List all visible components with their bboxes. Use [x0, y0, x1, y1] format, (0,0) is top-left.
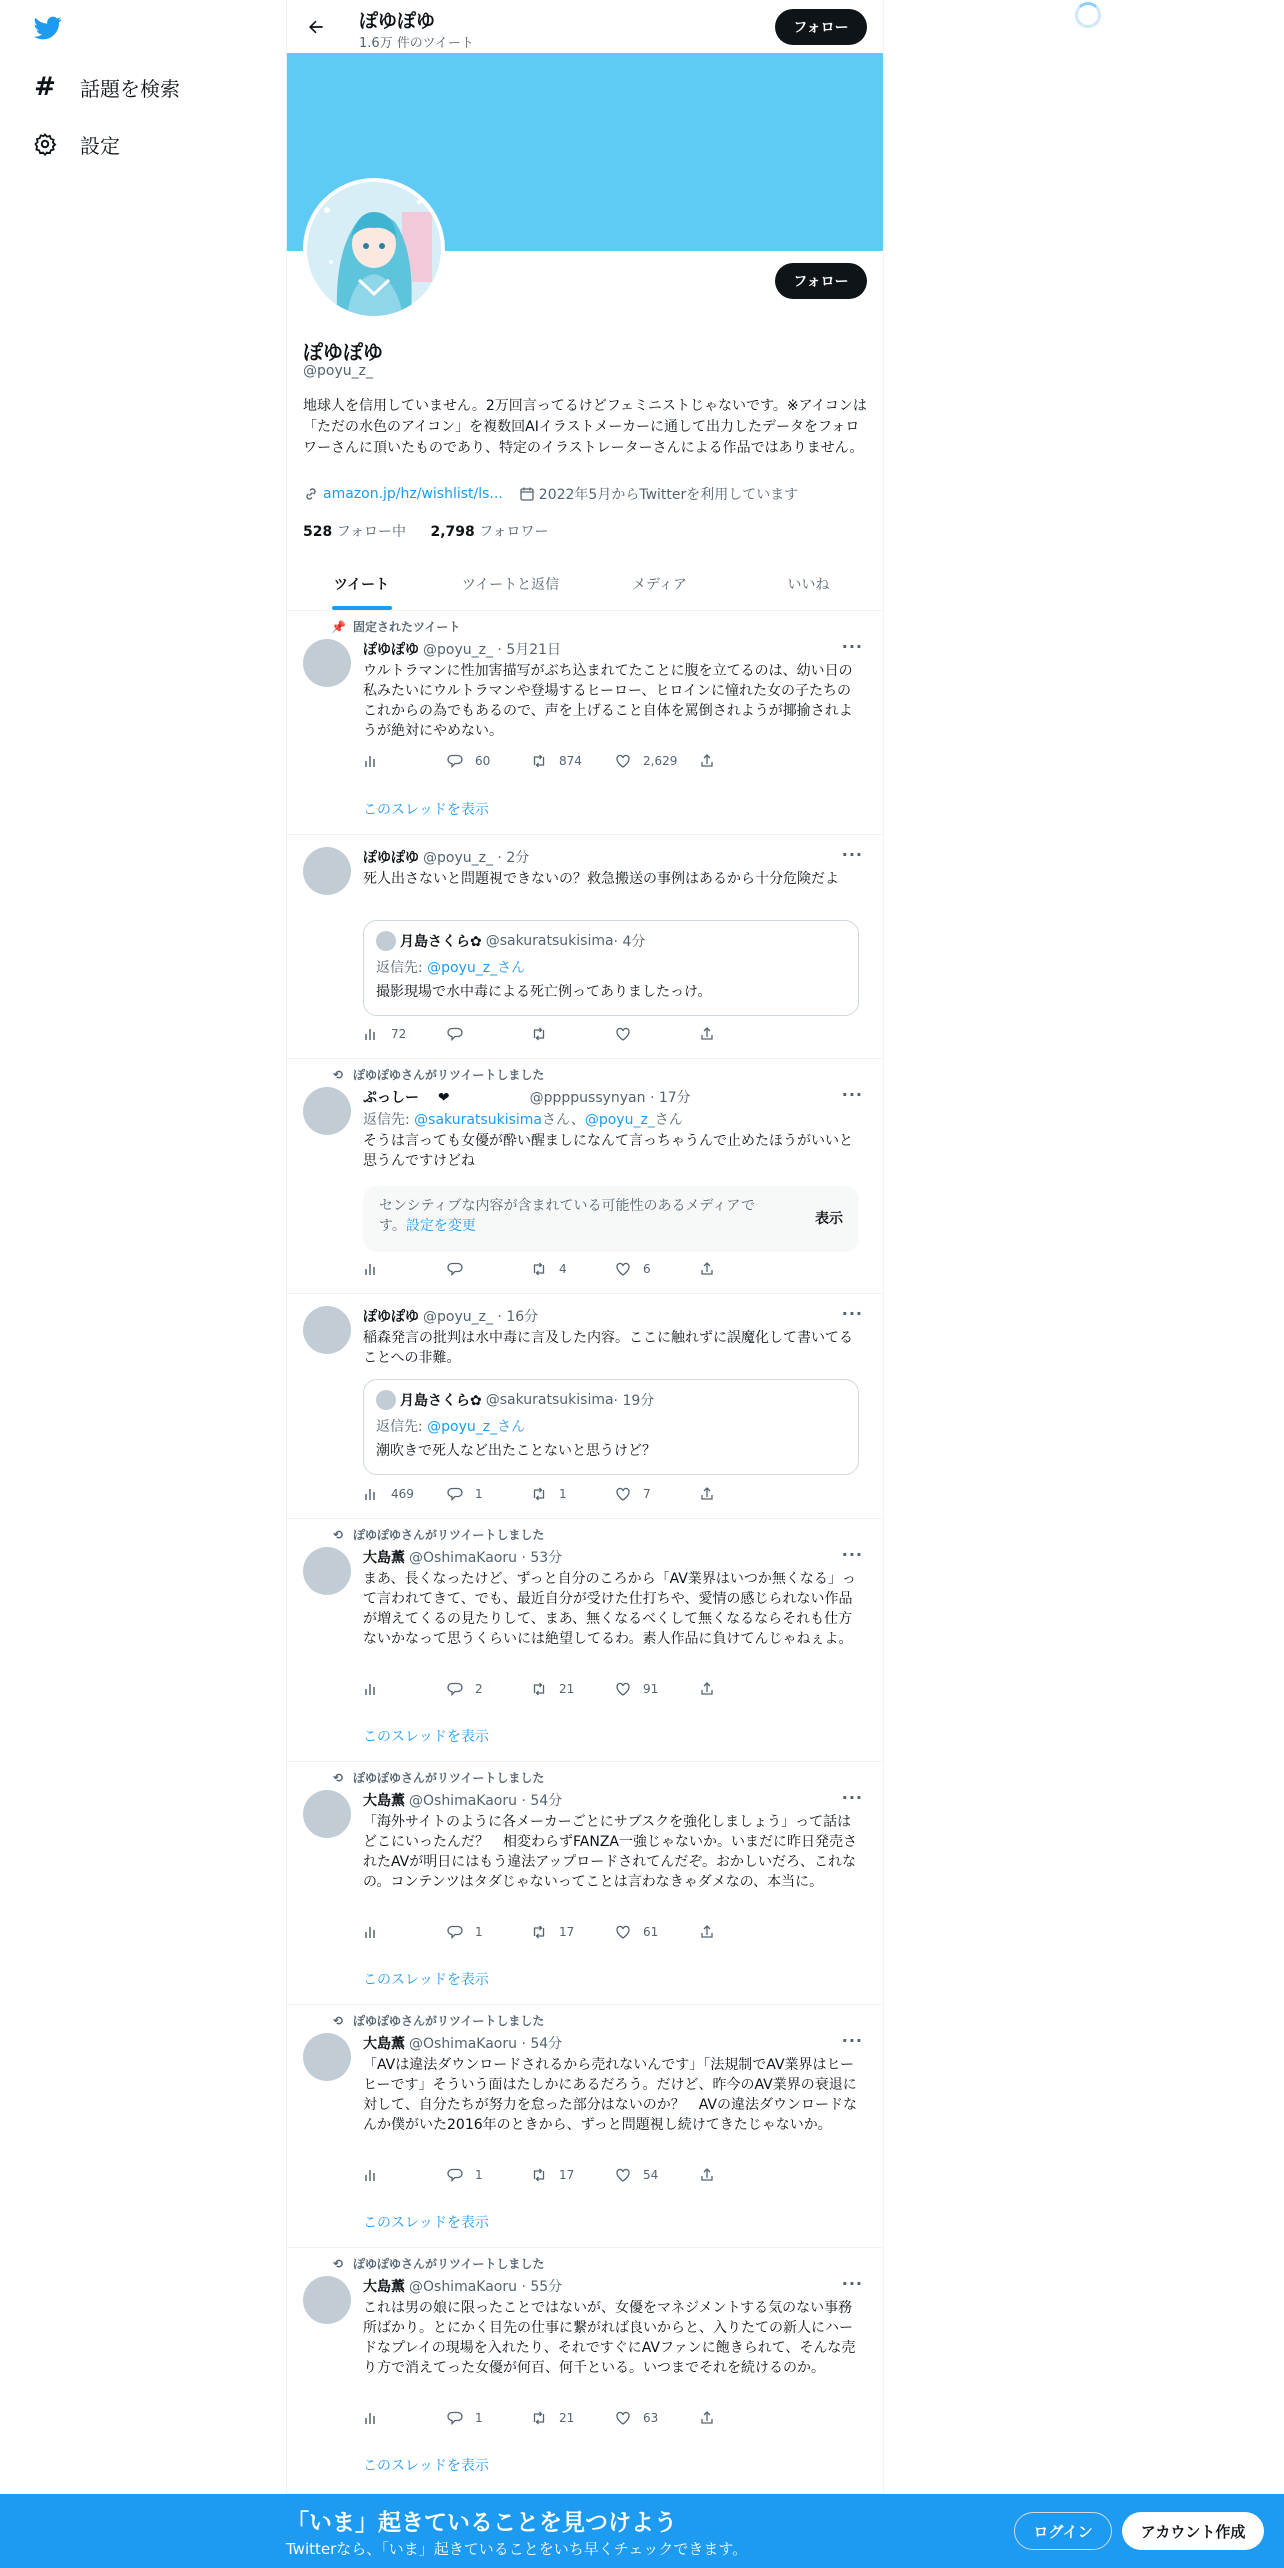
retweeted-label: ぽゆぽゆさんがリツイートしました [353, 2014, 545, 2028]
quote-header [376, 931, 645, 951]
tweet-time[interactable]: · 54分 [521, 1793, 563, 1809]
tweet-item[interactable] [287, 1059, 883, 1294]
tweet-author-name[interactable]: 大島薫 [363, 1550, 405, 1566]
quote-text: 撮影現場で水中毒による死亡例ってありましたっけ。 [376, 984, 712, 1000]
retweet-icon [531, 1486, 547, 1502]
retweet-icon [531, 753, 547, 769]
heart-icon [615, 1681, 631, 1697]
quote-author-handle: @sakuratsukisima [485, 1392, 614, 1408]
heart-icon [615, 2410, 631, 2426]
tweet-actions [363, 2167, 783, 2183]
tab-tweets-replies[interactable]: ツイートと返信 [461, 577, 560, 593]
pinned-label: 固定されたツイート [353, 620, 461, 634]
analytics-icon [363, 2410, 379, 2426]
reply-suffix: さん [654, 1112, 683, 1128]
profile-tabs [287, 558, 883, 611]
reply-to-handle: @poyu_z_さん [427, 1419, 526, 1435]
tweet-actions [363, 1261, 783, 1277]
tweet-author-name[interactable]: 大島薫 [363, 1793, 405, 1809]
share-action[interactable] [699, 2167, 783, 2183]
tweet-author-handle[interactable]: @OshimaKaoru [409, 1793, 518, 1809]
quote-author-handle: @sakuratsukisima [485, 933, 614, 949]
more-icon[interactable]: ··· [841, 2031, 863, 2050]
gear-icon [32, 131, 58, 157]
reply-count: 1 [475, 1925, 483, 1939]
like-count: 7 [643, 1487, 651, 1501]
retweet-action[interactable] [531, 1681, 615, 1697]
tweet-text: そうは言っても女優が酔い醒ましになんて言っちゃうんで止めたほうがいいと思うんですけどね [363, 1133, 853, 1169]
tweet-author-handle[interactable]: @poyu_z_ [423, 642, 493, 658]
followers-count: 2,798 [430, 524, 475, 540]
more-icon[interactable]: ··· [841, 1304, 863, 1323]
like-count: 63 [643, 2411, 659, 2425]
share-action[interactable] [699, 1026, 783, 1042]
tweet-time[interactable]: · 17分 [649, 1090, 691, 1106]
quote-tweet[interactable] [363, 920, 859, 1016]
quote-avatar [376, 1390, 396, 1410]
reply-icon [447, 1681, 463, 1697]
tweet-author-name[interactable]: ぽゆぽゆ [363, 642, 419, 658]
tweet-text: 「AVは違法ダウンロードされるから売れないんです」「法規制でAV業界はヒーヒーです」そういう面はたしかにあるだろう。だけど、昨今のAV業界の衰退に対して、自分たちが努力を怠った部分はないのか？ AVの違法ダウンロードなんか僕がいた2016年のときから、ずっと問題視し続けてきたじゃないか。 [363, 2057, 857, 2133]
show-thread-link[interactable]: このスレッドを表示 [363, 1972, 489, 1988]
heart-icon [615, 1486, 631, 1502]
tweet-author-handle[interactable]: @poyu_z_ [423, 850, 493, 866]
tweet-time[interactable]: · 2分 [497, 850, 530, 866]
share-action[interactable] [699, 1486, 783, 1502]
tweet-time[interactable]: · 16分 [497, 1309, 539, 1325]
tweet-context [331, 2255, 544, 2272]
more-icon[interactable]: ··· [841, 1085, 863, 1104]
views-action[interactable] [363, 753, 447, 769]
tweet-author-handle[interactable]: @OshimaKaoru [409, 1550, 518, 1566]
quote-time: · 4分 [613, 934, 646, 950]
reply-action[interactable] [447, 1486, 531, 1502]
retweet-action[interactable] [531, 1924, 615, 1940]
tab-media[interactable]: メディア [632, 577, 687, 593]
following-label: フォロー中 [336, 524, 406, 540]
retweet-count: 17 [559, 1925, 575, 1939]
views-action[interactable] [363, 1486, 447, 1502]
tweet-context [331, 2012, 544, 2029]
tweet-author-name[interactable]: 大島薫 [363, 2036, 405, 2052]
follow-button-header[interactable]: フォロー [775, 9, 867, 45]
retweeted-label: ぽゆぽゆさんがリツイートしました [353, 2257, 545, 2271]
reply-action[interactable] [447, 2167, 531, 2183]
heart-icon [615, 2167, 631, 2183]
retweet-count: 4 [559, 1262, 567, 1276]
more-icon[interactable]: ··· [841, 1545, 863, 1564]
tweet-context [331, 618, 460, 635]
like-action[interactable] [615, 1924, 699, 1940]
tweet-actions [363, 1924, 783, 1940]
retweet-icon [531, 1681, 547, 1697]
avatar[interactable] [303, 1087, 351, 1135]
like-count: 54 [643, 2168, 659, 2182]
reply-action[interactable] [447, 2410, 531, 2426]
show-thread-link[interactable]: このスレッドを表示 [363, 2458, 489, 2474]
change-settings-link[interactable]: 設定を変更 [405, 1218, 476, 1234]
avatar[interactable] [303, 2033, 351, 2081]
following-link[interactable] [303, 524, 406, 540]
retweet-count: 1 [559, 1487, 567, 1501]
link-icon [303, 486, 319, 502]
nav-explore[interactable] [32, 67, 180, 107]
reply-prefix: 返信先: [363, 1112, 415, 1128]
profile-avatar[interactable] [303, 178, 445, 320]
reply-count: 60 [475, 754, 491, 768]
share-icon [699, 1681, 715, 1697]
quote-author-name: 月島さくら✿ [400, 1393, 482, 1409]
analytics-icon [363, 2167, 379, 2183]
reply-icon [447, 753, 463, 769]
reply-icon [447, 1026, 463, 1042]
avatar-illustration [307, 182, 441, 316]
avatar[interactable] [303, 847, 351, 895]
hashtag-icon: # [34, 72, 56, 102]
like-count: 2,629 [643, 754, 678, 768]
reply-action[interactable] [447, 753, 531, 769]
tweet-text: ウルトラマンに性加害描写がぶち込まれてたことに腹を立てるのは、幼い日の私みたいにウルトラマンや登場するヒーロー、ヒロインに憧れた女の子たちのこれからの為でもあるので、声を上げること自体を罵倒されようが揶揄されようが絶対にやめない。 [363, 663, 853, 739]
reply-to [363, 1109, 683, 1129]
reply-count: 1 [475, 1487, 483, 1501]
like-action[interactable] [615, 753, 699, 769]
tweet-author-handle[interactable]: @OshimaKaoru [409, 2279, 518, 2295]
retweet-icon: ⟲ [332, 1527, 344, 1542]
share-action[interactable] [699, 1261, 783, 1277]
quote-time: · 19分 [613, 1393, 655, 1409]
nav-explore-label: 話題を検索 [80, 76, 180, 101]
retweeted-label: ぽゆぽゆさんがリツイートしました [353, 1771, 545, 1785]
views-action[interactable] [363, 1681, 447, 1697]
tweet-text: 「海外サイトのように各メーカーごとにサブスクを強化しましょう」って話はどこにいったんだ？ 相変わらずFANZA一強じゃないか。いまだに昨日発売されたAVが明日にはもう違法アップロードされてんだぞ。おかしいだろ、これなの。コンテンツはタダじゃないってことは言わなきゃダメなの、本当に。 [363, 1814, 857, 1890]
retweet-icon [531, 1261, 547, 1277]
reply-to-handle[interactable]: @poyu_z_ [584, 1112, 655, 1128]
show-thread-link[interactable]: このスレッドを表示 [363, 1729, 489, 1745]
quote-text: 潮吹きで死人など出たことないと思うけど？ [376, 1443, 656, 1459]
reply-prefix: 返信先: [376, 1419, 428, 1435]
followers-link[interactable] [430, 524, 548, 540]
tweet-actions [363, 2410, 783, 2426]
signup-banner [0, 2494, 1284, 2568]
tweet-author-name[interactable]: 大島薫 [363, 2279, 405, 2295]
share-icon [699, 1261, 715, 1277]
reply-prefix: 返信先: [376, 960, 428, 976]
retweet-count: 21 [559, 2411, 575, 2425]
signup-button[interactable]: アカウント作成 [1122, 2512, 1264, 2550]
more-icon[interactable]: ··· [841, 1788, 863, 1807]
retweet-action[interactable] [531, 1261, 615, 1277]
heart-icon [615, 753, 631, 769]
show-thread-link[interactable]: このスレッドを表示 [363, 802, 489, 818]
header-name: ぽゆぽゆ [359, 10, 436, 32]
show-thread-link[interactable]: このスレッドを表示 [363, 2215, 489, 2231]
tweet-text: まあ、長くなったけど、ずっと自分のころから「AV業界はいつか無くなる」って言われてきて、でも、最近自分が受けた仕打ちや、愛情の感じられない作品が増えてくるの見たりして、まあ、無くなるべくして無くなるならそれも仕方ないかなって思うくらいには絶望してるわ。素人作品に負けてんじゃねぇよ。 [363, 1571, 856, 1647]
reply-action[interactable] [447, 1681, 531, 1697]
profile-meta [303, 484, 798, 504]
twitter-bird-icon[interactable] [32, 14, 64, 42]
like-count: 91 [643, 1682, 659, 1696]
tweet-actions [363, 753, 783, 769]
tweet-header [363, 2033, 562, 2053]
profile-bio: 地球人を信用していません。2万回言ってるけどフェミニストじゃないです。※アイコンは「ただの水色のアイコン」を複数回AIイラストメーカーに通して出力したデータをフォロワーさんに頂いたものであり、特定のイラストレーターさんによる作品ではありません。 [303, 398, 867, 456]
tweet-header [363, 2276, 562, 2296]
retweet-icon: ⟲ [332, 2256, 344, 2271]
tweet-header [363, 1087, 691, 1107]
show-media-button[interactable]: 表示 [815, 1211, 843, 1227]
share-action[interactable] [699, 1681, 783, 1697]
reply-icon [447, 2167, 463, 2183]
like-action[interactable] [615, 1681, 699, 1697]
nav-settings[interactable] [32, 124, 120, 164]
tweet-item[interactable] [287, 611, 883, 835]
profile-follow-counts [303, 521, 549, 541]
avatar[interactable] [303, 1306, 351, 1354]
signup-banner-title: 「いま」起きていることを見つけよう [286, 2510, 677, 2536]
reply-icon [447, 1261, 463, 1277]
tweet-item[interactable] [287, 1294, 883, 1519]
profile-header-bar [287, 0, 883, 53]
tweet-actions [363, 1486, 783, 1502]
more-icon[interactable]: ··· [841, 2274, 863, 2293]
tweet-author-handle[interactable]: @OshimaKaoru [409, 2036, 518, 2052]
avatar[interactable] [303, 639, 351, 687]
share-action[interactable] [699, 1924, 783, 1940]
like-action[interactable] [615, 1261, 699, 1277]
retweet-icon [531, 2410, 547, 2426]
share-icon [699, 1026, 715, 1042]
reply-action[interactable] [447, 1261, 531, 1277]
like-count: 61 [643, 1925, 659, 1939]
quote-avatar [376, 931, 396, 951]
profile-handle: @poyu_z_ [303, 363, 373, 379]
share-icon [699, 2167, 715, 2183]
followers-label: フォロワー [479, 524, 549, 540]
reply-count: 1 [475, 2411, 483, 2425]
like-count: 6 [643, 1262, 651, 1276]
retweet-icon: ⟲ [332, 2013, 344, 2028]
sensitive-message: センシティブな内容が含まれている可能性のあるメディアです。 [379, 1198, 755, 1234]
tweet-actions [363, 1681, 783, 1697]
analytics-icon [363, 1026, 379, 1042]
tweet-item[interactable] [287, 2005, 883, 2248]
profile-joined: 2022年5月からTwitterを利用しています [538, 487, 799, 503]
share-icon [699, 2410, 715, 2426]
heart-icon [615, 1026, 631, 1042]
tweet-actions [363, 1026, 783, 1042]
analytics-icon [363, 1261, 379, 1277]
tweet-time[interactable]: · 5月21日 [497, 642, 562, 658]
profile-name: ぽゆぽゆ [303, 340, 383, 364]
tweet-author-name[interactable]: ぽゆぽゆ [363, 850, 419, 866]
quote-reply-to [376, 957, 525, 977]
retweeted-label: ぽゆぽゆさんがリツイートしました [353, 1068, 545, 1082]
nav-settings-label: 設定 [80, 133, 120, 158]
tweet-text: これは男の娘に限ったことではないが、女優をマネジメントする気のない事務所ばかり。とにかく目先の仕事に繋がれば良いからと、入りたての新人にハードなプレイの現場を入れたり、それですぐにAVファンに飽きられて、そんな売り方で消えてった女優が何百、何千といる。いつまでそれを続けるのか。 [363, 2300, 856, 2376]
retweet-icon [531, 2167, 547, 2183]
avatar[interactable] [303, 1547, 351, 1595]
views-count: 72 [391, 1027, 407, 1041]
retweet-action[interactable] [531, 2167, 615, 2183]
calendar-icon [519, 486, 535, 502]
views-action[interactable] [363, 2410, 447, 2426]
tweet-header [363, 1306, 538, 1326]
tweet-context [331, 1066, 544, 1083]
share-icon [699, 753, 715, 769]
share-action[interactable] [699, 2410, 783, 2426]
tweet-header [363, 847, 529, 867]
tweet-author-name[interactable]: ぷっしー ❤ [363, 1090, 450, 1106]
follow-button[interactable]: フォロー [775, 263, 867, 299]
quote-reply-to [376, 1416, 525, 1436]
quote-tweet[interactable] [363, 1379, 859, 1475]
views-action[interactable] [363, 1026, 447, 1042]
reply-to-handle: @poyu_z_さん [427, 960, 526, 976]
tweet-author-handle[interactable]: @ppppussynyan [529, 1090, 646, 1106]
tab-tweets[interactable]: ツイート [287, 558, 436, 610]
retweet-action[interactable] [531, 753, 615, 769]
share-action[interactable] [699, 753, 783, 769]
reply-icon [447, 1486, 463, 1502]
reply-to-handle[interactable]: @sakuratsukisima [414, 1112, 542, 1128]
retweet-action[interactable] [531, 1026, 615, 1042]
retweet-icon [531, 1924, 547, 1940]
tweet-text: 稲森発言の批判は水中毒に言及した内容。ここに触れずに誤魔化して書いてることへの非難。 [363, 1330, 853, 1366]
more-icon[interactable]: ··· [841, 845, 863, 864]
tweet-item[interactable] [287, 1519, 883, 1762]
reply-icon [447, 2410, 463, 2426]
tweet-author-name[interactable]: ぽゆぽゆ [363, 1309, 419, 1325]
sensitive-text [379, 1196, 779, 1236]
analytics-icon [363, 1681, 379, 1697]
tweet-item[interactable] [287, 2248, 883, 2494]
tweet-item[interactable] [287, 835, 883, 1059]
profile-link[interactable]: amazon.jp/hz/wishlist/ls... [323, 486, 503, 502]
sensitive-media-warning [363, 1186, 859, 1252]
like-action[interactable] [615, 2167, 699, 2183]
retweeted-label: ぽゆぽゆさんがリツイートしました [353, 1528, 545, 1542]
heart-icon [615, 1924, 631, 1940]
quote-author-name: 月島さくら✿ [400, 934, 482, 950]
analytics-icon [363, 1924, 379, 1940]
pin-icon: 📌 [331, 619, 346, 634]
heart-icon [615, 1261, 631, 1277]
like-action[interactable] [615, 1026, 699, 1042]
retweet-action[interactable] [531, 2410, 615, 2426]
views-count: 469 [391, 1487, 414, 1501]
signup-banner-subtitle: Twitterなら、「いま」起きていることをいち早くチェックできます。 [286, 2540, 748, 2558]
reply-mid: さん、 [541, 1112, 585, 1128]
header-tweet-count: 1.6万 件のツイート [359, 36, 474, 51]
more-icon[interactable]: ··· [841, 637, 863, 656]
like-action[interactable] [615, 2410, 699, 2426]
loading-spinner-icon [1075, 2, 1101, 28]
login-button[interactable]: ログイン [1014, 2512, 1112, 2550]
retweet-icon: ⟲ [332, 1770, 344, 1785]
retweet-count: 21 [559, 1682, 575, 1696]
analytics-icon [363, 1486, 379, 1502]
reply-action[interactable] [447, 1924, 531, 1940]
tweet-context [331, 1526, 544, 1543]
tweet-text: 死人出さないと問題視できないの？救急搬送の事例はあるから十分危険だよ [363, 871, 839, 887]
retweet-count: 17 [559, 2168, 575, 2182]
share-icon [699, 1924, 715, 1940]
tweet-time[interactable]: · 53分 [521, 1550, 563, 1566]
views-action[interactable] [363, 1261, 447, 1277]
tweet-header [363, 639, 561, 659]
share-icon [699, 1486, 715, 1502]
tweet-author-handle[interactable]: @poyu_z_ [423, 1309, 493, 1325]
tab-likes[interactable]: いいね [787, 577, 830, 593]
views-action[interactable] [363, 1924, 447, 1940]
tweet-header [363, 1790, 562, 1810]
tweet-header [363, 1547, 562, 1567]
reply-count: 2 [475, 1682, 483, 1696]
retweet-count: 874 [559, 754, 582, 768]
retweet-icon: ⟲ [332, 1067, 344, 1082]
analytics-icon [363, 753, 379, 769]
retweet-icon [531, 1026, 547, 1042]
avatar[interactable] [303, 2276, 351, 2324]
tweet-item[interactable] [287, 1762, 883, 2005]
reply-action[interactable] [447, 1026, 531, 1042]
reply-count: 1 [475, 2168, 483, 2182]
profile-column [286, 0, 884, 2568]
following-count: 528 [303, 524, 333, 540]
avatar[interactable] [303, 1790, 351, 1838]
views-action[interactable] [363, 2167, 447, 2183]
quote-header [376, 1390, 654, 1410]
retweet-action[interactable] [531, 1486, 615, 1502]
tweet-time[interactable]: · 54分 [521, 2036, 563, 2052]
reply-icon [447, 1924, 463, 1940]
tweet-context [331, 1769, 544, 1786]
tweet-time[interactable]: · 55分 [521, 2279, 563, 2295]
back-arrow-icon[interactable] [301, 12, 331, 42]
like-action[interactable] [615, 1486, 699, 1502]
